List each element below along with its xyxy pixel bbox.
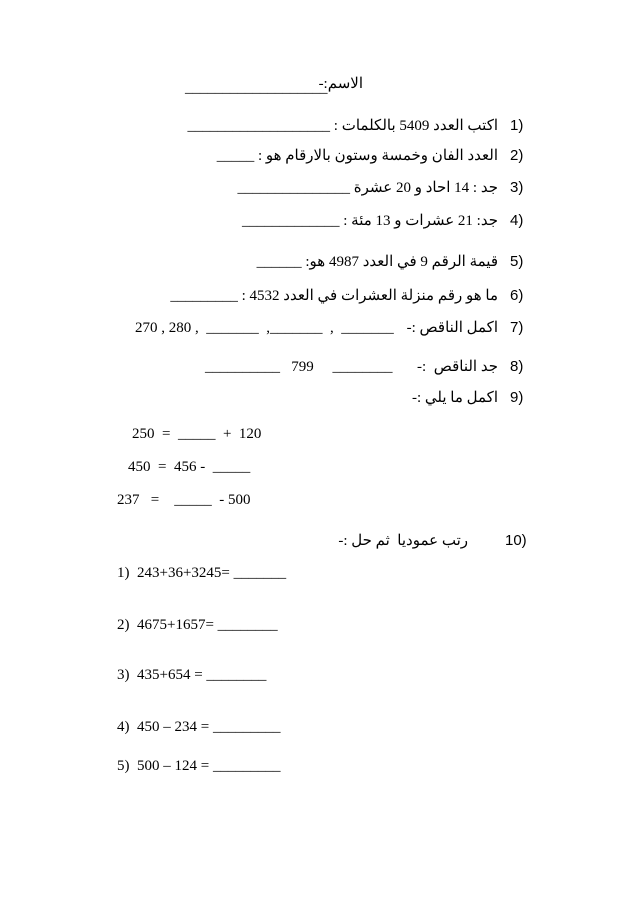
equation-1: 250 = _____ + 120 <box>132 426 262 442</box>
question-9-text: اكمل ما يلي :- <box>411 390 498 406</box>
question-2-text: العدد الفان وخمسة وستون بالارقام هو : _____ <box>216 148 498 164</box>
name-label: الاسم:- <box>318 76 363 92</box>
question-7-text: اكمل الناقص :- <box>406 320 498 336</box>
question-1-text: اكتب العدد 5409 بالكلمات : ___________________ <box>187 118 498 134</box>
question-3-number: 3) <box>510 179 524 196</box>
question-3-text: جد : 14 احاد و 20 عشرة _______________ <box>237 180 498 196</box>
question-7-number: 7) <box>510 319 524 336</box>
arrange-item-3: 3) 435+654 = ________ <box>117 667 267 683</box>
question-2-number: 2) <box>510 147 524 164</box>
question-10-text: رتب عموديا ثم حل :- <box>338 533 468 549</box>
equation-3: 237 = _____ - 500 <box>117 492 251 508</box>
arrange-item-5: 5) 500 – 124 = _________ <box>117 758 281 774</box>
question-7-sequence: 270 , 280 , _______ ,_______ , _______ <box>135 320 394 336</box>
question-1-number: 1) <box>510 117 524 134</box>
question-5-text: قيمة الرقم 9 في العدد 4987 هو: ______ <box>256 254 498 270</box>
arrange-item-2: 2) 4675+1657= ________ <box>117 617 278 633</box>
name-blank: ___________________ <box>185 80 328 96</box>
question-6-number: 6) <box>510 287 524 304</box>
question-8-sequence: __________ 799 ________ <box>205 359 393 375</box>
arrange-item-1: 1) 243+36+3245= _______ <box>117 565 287 581</box>
question-8-number: 8) <box>510 358 524 375</box>
question-6-text: ما هو رقم منزلة العشرات في العدد 4532 : _________ <box>170 288 498 304</box>
question-9-number: 9) <box>510 389 524 406</box>
equation-2: 450 = 456 - _____ <box>128 459 251 475</box>
question-5-number: 5) <box>510 253 524 270</box>
question-10-number: 10) <box>505 532 527 549</box>
question-8-text: جد الناقص :- <box>417 359 498 375</box>
question-4-text: جد: 21 عشرات و 13 مئة : _____________ <box>242 213 498 229</box>
arrange-item-4: 4) 450 – 234 = _________ <box>117 719 281 735</box>
question-4-number: 4) <box>510 212 524 229</box>
